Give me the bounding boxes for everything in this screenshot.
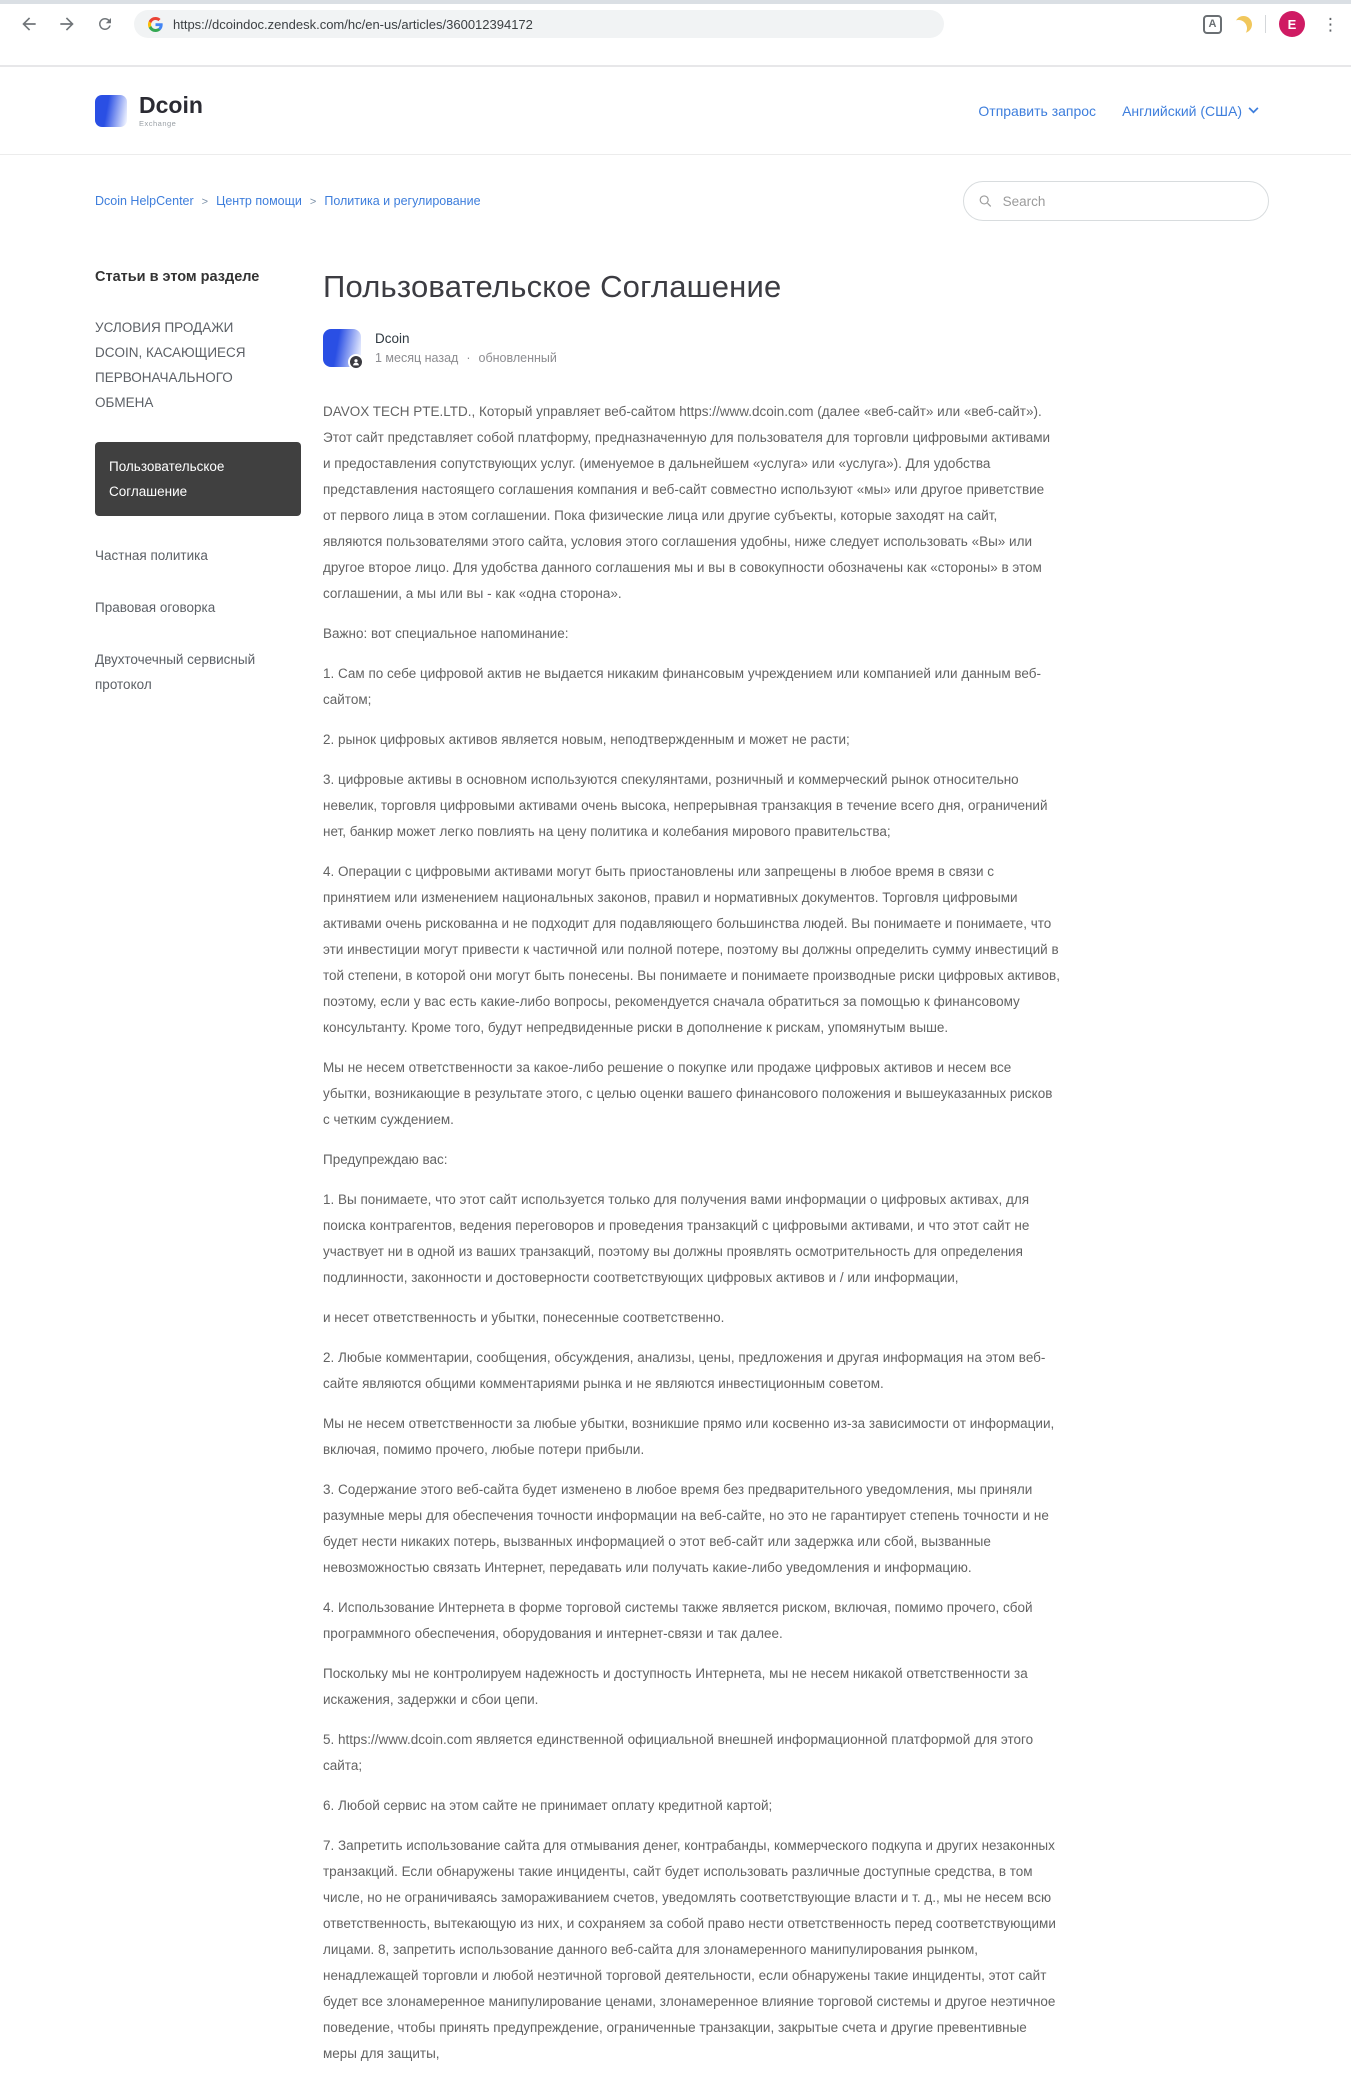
sidebar-item[interactable]: Частная политика <box>95 548 208 563</box>
reload-icon[interactable] <box>90 9 120 39</box>
article-paragraph: 5. https://www.dcoin.com является единственной официальной внешней информационной платформой для этого сайта; <box>323 1732 1034 1773</box>
language-selector[interactable] <box>1122 103 1259 119</box>
dcoin-logo-icon <box>95 95 127 127</box>
sidebar-item[interactable]: Пользовательское Соглашение <box>95 442 301 516</box>
article-status: обновленный <box>478 351 557 365</box>
article-paragraph: 1. Сам по себе цифровой актив не выдается никаким финансовым учреждением или компанией или данным веб-сайтом; <box>323 666 1041 707</box>
url-text[interactable]: https://dcoindoc.zendesk.com/hc/en-us/articles/360012394172 <box>173 16 533 32</box>
browser-chrome <box>0 0 1351 67</box>
article-paragraph: Мы не несем ответственности за какое-либо решение о покупке или продаже цифровых активов и несем все убытки, возникающие в результате этого, с целью оценки вашего финансового положения и вышеуказанных рисков с четким суждением. <box>323 1060 1053 1127</box>
article-body <box>323 399 1060 2067</box>
site-header <box>0 67 1351 155</box>
article <box>323 269 1060 2081</box>
article-paragraph: и несет ответственность и убытки, понесенные соответственно. <box>323 1310 725 1325</box>
breadcrumb-separator: > <box>309 196 317 208</box>
article-paragraph: 2. Любые комментарии, сообщения, обсуждения, анализы, цены, предложения и другая информация на этом веб-сайте являются общими комментариями рынка и не являются инвестиционным советом. <box>323 1350 1046 1391</box>
article-paragraph: DAVOX TECH PTE.LTD., Который управляет веб-сайтом https://www.dcoin.com (далее «веб-сайт» или «веб-сайт»). Этот сайт представляет собой платформу, предназначенную для пользователя для торговли цифровыми активами и предоставления сопутствующих услуг. (именуемое в дальнейшем «услуга» или «услуга»). Для удобства представления настоящего соглашения компания и веб-сайт совместно используют «мы» или другое приветствие от первого лица в этом соглашении. Пока физические лица или другие субъекты, которые заходят на сайт, являются пользователями этого сайта, условия этого соглашения удобны, ниже следует использовать «Вы» или другое второе лицо. Для удобства данного соглашения мы и вы в совокупности обозначены как «стороны» в этом соглашении, а мы или вы - как «одна сторона». <box>323 404 1051 601</box>
toolbar-divider <box>1265 15 1266 33</box>
sidebar <box>95 269 301 2081</box>
breadcrumb-link[interactable]: Центр помощи <box>216 194 302 208</box>
article-paragraph: Важно: вот специальное напоминание: <box>323 626 569 641</box>
url-bar[interactable] <box>134 10 944 38</box>
search-icon <box>978 193 993 209</box>
article-paragraph: 4. Операции с цифровыми активами могут быть приостановлены или запрещены в любое время в связи с принятием или изменением национальных законов, правил и нормативных документов. Торговля цифровыми активами очень рискованна и не подходит для подавляющего большинства людей. Вы понимаете и понимаете, что эти инвестиции могут привести к частичной или полной потере, поэтому вы должны определить сумму инвестиций в той степени, в которой они могут быть понесены. Вы понимаете и понимаете производные риски цифровых активов, поэтому, если у вас есть какие-либо вопросы, рекомендуется сначала обратиться за помощью к финансовому консультанту. Кроме того, будут непредвиденные риски в дополнение к рискам, упомянутым выше. <box>323 864 1060 1035</box>
chevron-down-icon <box>1248 107 1259 114</box>
sidebar-list <box>95 315 301 697</box>
sidebar-item[interactable]: Правовая оговорка <box>95 600 216 615</box>
back-icon[interactable] <box>14 9 44 39</box>
search-input[interactable] <box>1003 194 1254 209</box>
article-paragraph: 2. рынок цифровых активов является новым, неподтвержденным и может не расти; <box>323 732 850 747</box>
article-paragraph: 4. Использование Интернета в форме торговой системы также является риском, включая, помимо прочего, сбой программного обеспечения, оборудования и интернет-связи и так далее. <box>323 1600 1033 1641</box>
article-paragraph: Мы не несем ответственности за любые убытки, возникшие прямо или косвенно из-за зависимости от информации, включая, помимо прочего, любые потери прибыли. <box>323 1416 1055 1457</box>
breadcrumb-link[interactable]: Политика и регулирование <box>324 194 481 208</box>
browser-profile-avatar[interactable]: E <box>1279 11 1305 37</box>
moon-extension-icon[interactable] <box>1235 16 1252 33</box>
author-name: Dcoin <box>375 331 410 346</box>
submit-request-link[interactable] <box>978 103 1096 119</box>
article-paragraph: 6. Любой сервис на этом сайте не принимает оплату кредитной картой; <box>323 1798 773 1813</box>
breadcrumb <box>95 194 481 208</box>
article-title: Пользовательское Соглашение <box>323 269 782 304</box>
article-paragraph: 1. Вы понимаете, что этот сайт используется только для получения вами информации о цифровых активах, для поиска контрагентов, ведения переговоров и проведения транзакций с цифровыми активами, и что этот сайт не участвует ни в одной из ваших транзакций, поэтому вы должны проявлять осмотрительность для определения подлинности, законности и достоверности соответствующих цифровых активов и / или информации, <box>323 1192 1030 1285</box>
browser-menu-icon[interactable]: ⋮ <box>1322 14 1339 34</box>
sidebar-item[interactable]: Двухточечный сервисный протокол <box>95 652 256 692</box>
google-g-icon <box>148 17 163 32</box>
article-paragraph: 3. Содержание этого веб-сайта будет изменено в любое время без предварительного уведомления, мы приняли разумные меры для обеспечения точности информации на веб-сайте, но это не гарантирует степень точности и не будет нести никаких потерь, вызванных информацией о этот веб-сайт или задержка или сбой, вызванные невозможностью связать Интернет, передавать или получать какие-либо уведомления и информацию. <box>323 1482 1049 1575</box>
forward-icon[interactable] <box>52 9 82 39</box>
article-paragraph: 3. цифровые активы в основном используются спекулянтами, розничный и коммерческий рынок относительно невелик, торговля цифровыми активами очень высока, непрерывная транзакция в течение всего дня, ограничений нет, банкир может легко повлиять на цену политика и колебания мирового правительства; <box>323 772 1048 839</box>
article-paragraph: Поскольку мы не контролируем надежность и доступность Интернета, мы не несем никакой ответственности за искажения, задержки и сбои цепи. <box>323 1666 1028 1707</box>
article-paragraph: 7. Запретить использование сайта для отмывания денег, контрабанды, коммерческого подкупа и других незаконных транзакций. Если обнаружены такие инциденты, сайт будет использовать различные доступные средства, в том числе, но не ограничиваясь замораживанием счетов, уведомлять соответствующие власти и т. д., мы не несем всю ответственность, вытекающую из них, и сохраняем за собой право нести ответственность перед соответствующими лицами. 8, запретить использование данного веб-сайта для злонамеренного манипулирования рынком, ненадлежащей торговли и любой неэтичной торговой деятельности, если обнаружены такие инциденты, этот сайт будет все злонамеренное манипулирование ценами, злонамеренное влияние торговой системы и другое неэтичное поведение, чтобы принять предупреждение, ограниченные транзакции, закрытые счета и другие превентивные меры для защиты, <box>323 1838 1056 2061</box>
meta-separator: · <box>466 351 471 365</box>
article-paragraph: Предупреждаю вас: <box>323 1152 448 1167</box>
breadcrumb-separator: > <box>201 196 209 208</box>
submit-request-label: Отправить запрос <box>978 102 1097 119</box>
author-avatar <box>323 329 361 367</box>
sidebar-heading: Статьи в этом разделе <box>95 269 260 285</box>
logo-subtitle: Exchange <box>139 118 177 128</box>
sidebar-item[interactable]: УСЛОВИЯ ПРОДАЖИ DCOIN, КАСАЮЩИЕСЯ ПЕРВОНАЧАЛЬНОГО ОБМЕНА <box>95 320 246 410</box>
translate-icon[interactable]: A <box>1203 15 1222 34</box>
dcoin-logo[interactable] <box>95 91 203 128</box>
language-label: Английский (США) <box>1122 102 1242 119</box>
logo-title: Dcoin <box>139 91 203 118</box>
person-badge-icon <box>348 354 364 370</box>
breadcrumb-link[interactable]: Dcoin HelpCenter <box>95 194 194 208</box>
search-box[interactable] <box>963 181 1269 221</box>
article-timestamp: 1 месяц назад <box>375 351 459 365</box>
